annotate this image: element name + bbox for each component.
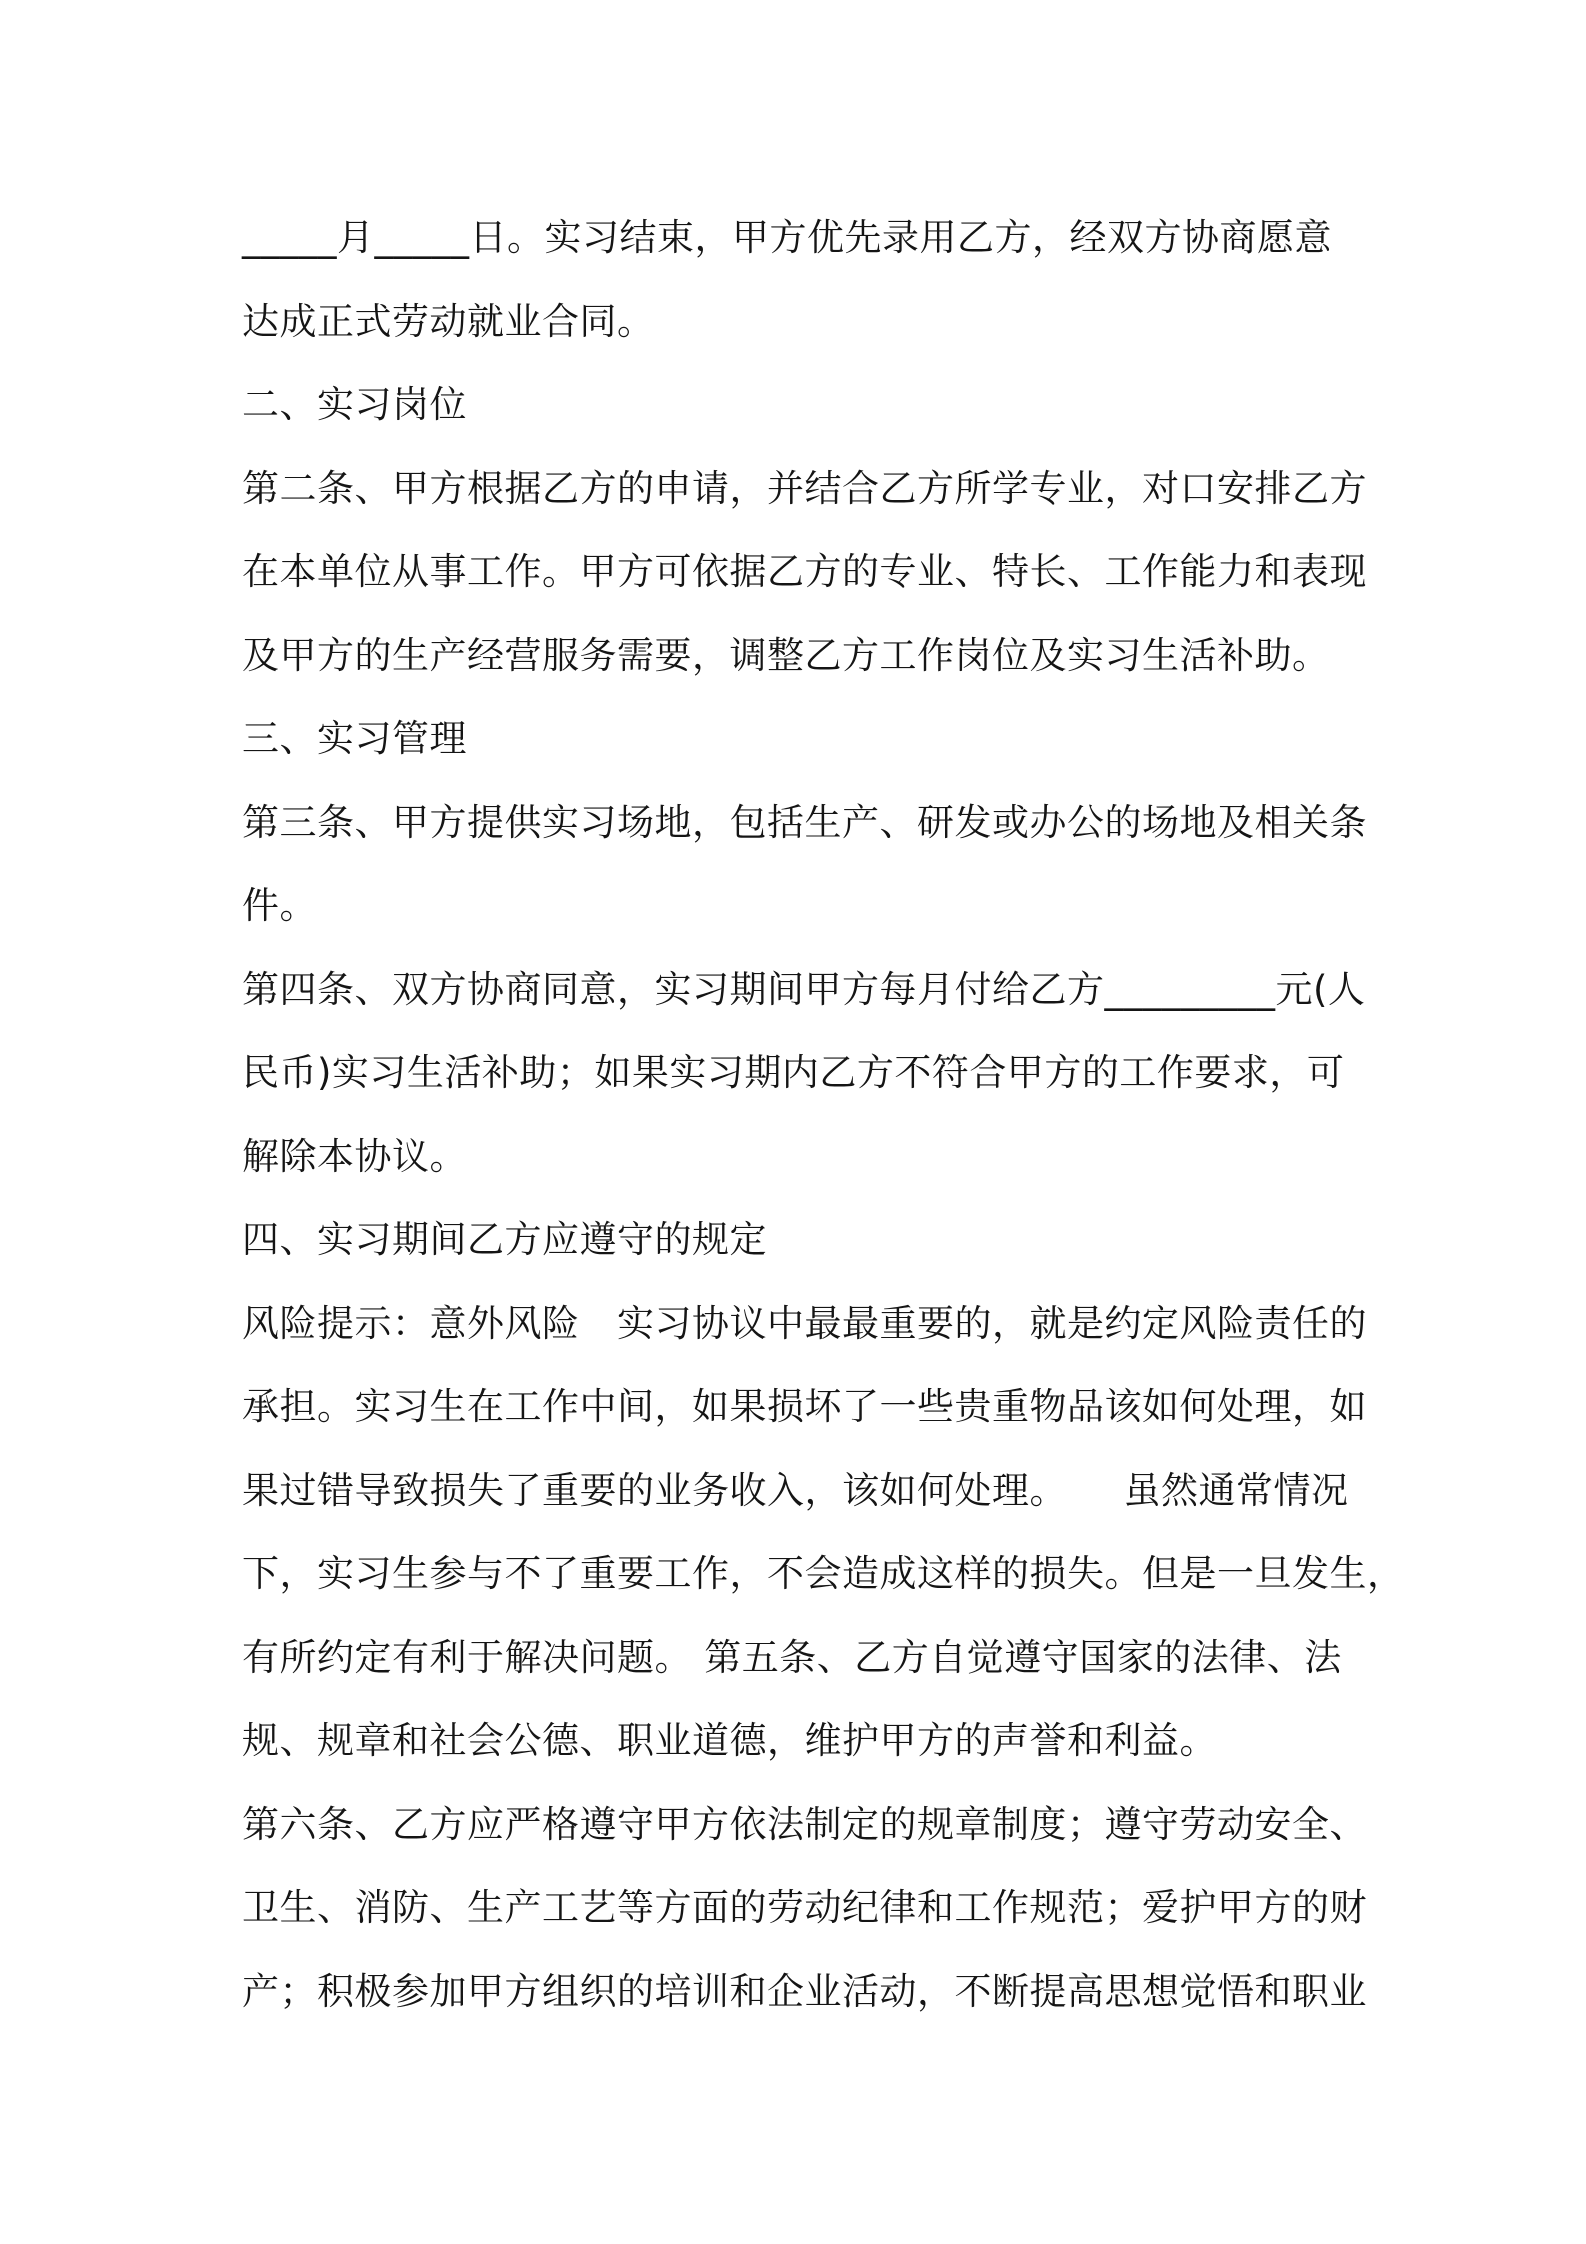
text-line: 有所约定有利于解决问题。 第五条、乙方自觉遵守国家的法律、法 xyxy=(242,1635,1342,1679)
text-line: 达成正式劳动就业合同。 xyxy=(242,299,655,343)
text-line: 及甲方的生产经营服务需要，调整乙方工作岗位及实习生活补助。 xyxy=(242,633,1330,677)
text-line: 规、规章和社会公德、职业道德，维护甲方的声誉和利益。 xyxy=(242,1719,1217,1762)
text-line: _____月_____日。实习结束，甲方优先录用乙方，经双方协商愿意 xyxy=(242,216,1332,259)
document-body xyxy=(242,196,1405,2033)
text-line: 第四条、双方协商同意，实习期间甲方每月付给乙方_________元(人 xyxy=(242,967,1366,1011)
text-line: 第六条、乙方应严格遵守甲方依法制定的规章制度；遵守劳动安全、 xyxy=(242,1802,1367,1846)
text-line: 下，实习生参与不了重要工作，不会造成这样的损失。但是一旦发生， xyxy=(242,1552,1405,1595)
section-heading: 三、实习管理 xyxy=(242,717,467,760)
text-line: 第三条、甲方提供实习场地，包括生产、研发或办公的场地及相关条 xyxy=(242,800,1367,844)
text-line: 承担。实习生在工作中间，如果损坏了一些贵重物品该如何处理，如 xyxy=(242,1385,1367,1428)
text-line: 解除本协议。 xyxy=(242,1134,467,1178)
text-line: 卫生、消防、生产工艺等方面的劳动纪律和工作规范；爱护甲方的财 xyxy=(242,1886,1367,1929)
text-line: 风险提示：意外风险 实习协议中最最重要的，就是约定风险责任的 xyxy=(242,1301,1367,1345)
text-line: 产；积极参加甲方组织的培训和企业活动，不断提高思想觉悟和职业 xyxy=(242,1969,1367,2013)
text-line: 民币)实习生活补助；如果实习期内乙方不符合甲方的工作要求，可 xyxy=(242,1051,1345,1094)
text-line: 果过错导致损失了重要的业务收入，该如何处理。 虽然通常情况 xyxy=(242,1468,1349,1512)
text-line: 第二条、甲方根据乙方的申请，并结合乙方所学专业，对口安排乙方 xyxy=(242,466,1367,510)
section-heading: 二、实习岗位 xyxy=(242,383,467,426)
text-line: 在本单位从事工作。甲方可依据乙方的专业、特长、工作能力和表现 xyxy=(242,550,1367,593)
section-heading: 四、实习期间乙方应遵守的规定 xyxy=(242,1218,767,1261)
text-line: 件。 xyxy=(242,884,317,927)
